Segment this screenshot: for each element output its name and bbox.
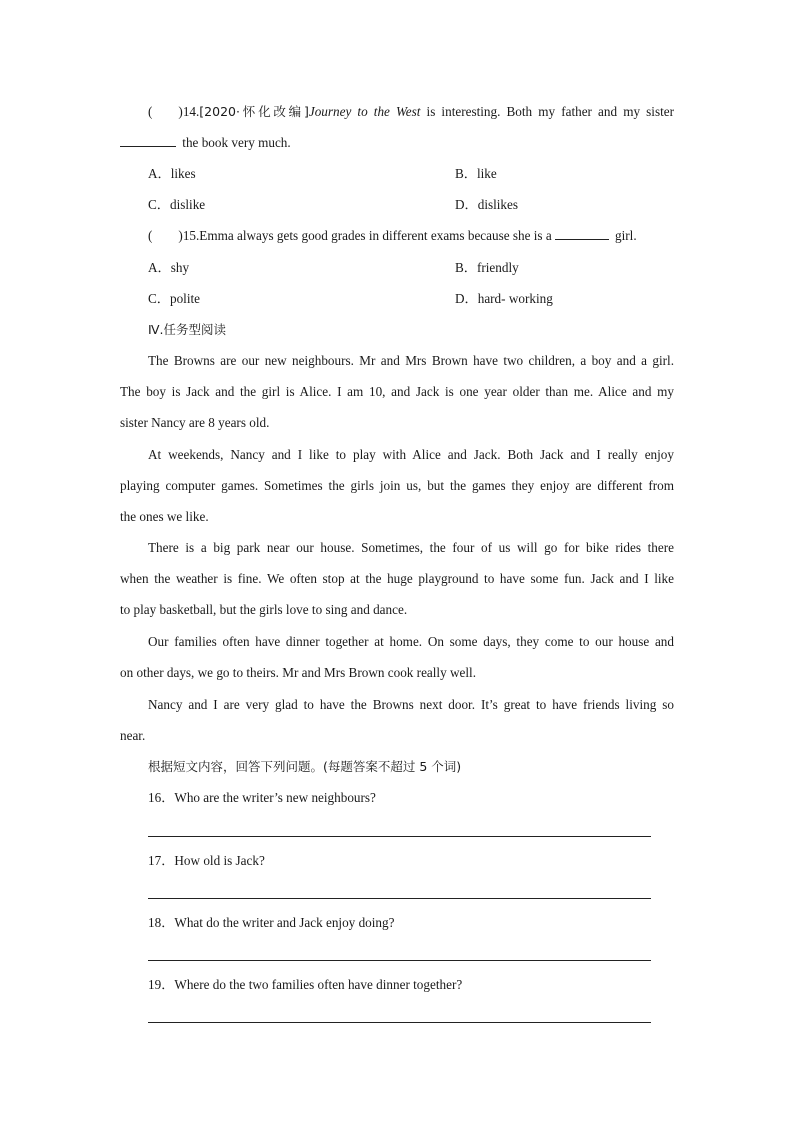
q14-open-paren: (: [148, 104, 153, 119]
passage-p3-line-2: when the weather is fine. We often stop at the huge playground to have some fun. Jack and I like: [120, 571, 674, 586]
q14-book-title: Journey to the West: [308, 104, 421, 119]
q14-option-b: B．like: [455, 166, 497, 181]
q14-option-a: A．likes: [148, 166, 196, 181]
passage-p2-line-3: the ones we like.: [120, 509, 209, 524]
instruction-limit: (每题答案不超过 5 个词): [323, 759, 462, 774]
answer-line-17[interactable]: [148, 898, 651, 899]
question-18: 18．What do the writer and Jack enjoy doing?: [148, 915, 395, 930]
q15-option-b: B．friendly: [455, 260, 519, 275]
passage-p1-line-3: sister Nancy are 8 years old.: [120, 415, 270, 430]
section-heading: Ⅳ.任务型阅读: [148, 322, 227, 337]
q14-number: 14.: [182, 104, 200, 119]
question-17: 17．How old is Jack?: [148, 853, 265, 868]
passage-p2-line-1: At weekends, Nancy and I like to play with Alice and Jack. Both Jack and I really enjoy: [148, 447, 674, 462]
q14-stem-line-2: [120, 134, 674, 152]
passage-p2-line-2: playing computer games. Sometimes the girls join us, but the games they enjoy are different from: [120, 478, 674, 493]
q14-stem-b: the book very much.: [179, 135, 291, 150]
q15-stem-b: girl.: [611, 228, 637, 243]
question-19: 19．Where do the two families often have dinner together?: [148, 977, 463, 992]
q15-option-d: D．hard- working: [455, 291, 553, 306]
q15-option-c: C．polite: [148, 291, 201, 306]
q14-stem-line-1: [148, 103, 674, 121]
q15-stem-a: 15.Emma always gets good grades in different exams because she is a: [182, 228, 552, 243]
answer-line-16[interactable]: [148, 836, 651, 837]
q14-source: [2020·怀化改编]: [199, 104, 309, 119]
reading-instruction: [148, 758, 674, 776]
answer-line-18[interactable]: [148, 960, 651, 961]
q15-option-a: A．shy: [148, 260, 190, 275]
q15-close-paren: ): [178, 228, 183, 243]
q14-blank: [120, 134, 176, 147]
passage-p1-line-2: The boy is Jack and the girl is Alice. I am 10, and Jack is one year older than me. Alice and my: [120, 384, 674, 399]
q14-option-c: C．dislike: [148, 197, 206, 212]
passage-p4-line-1: Our families often have dinner together at home. On some days, they come to our house and: [148, 634, 674, 649]
question-16: 16．Who are the writer’s new neighbours?: [148, 790, 376, 805]
passage-p5-line-2: near.: [120, 728, 146, 743]
passage-p4-line-2: on other days, we go to theirs. Mr and Mrs Brown cook really well.: [120, 665, 476, 680]
q14-option-d: D．dislikes: [455, 197, 519, 212]
q14-close-paren: ): [178, 104, 183, 119]
q15-blank: [555, 227, 609, 240]
q14-stem-a: is interesting. Both my father and my sister: [420, 104, 674, 119]
q15-stem-line: [148, 227, 674, 245]
answer-line-19[interactable]: [148, 1022, 651, 1023]
q15-open-paren: (: [148, 228, 153, 243]
passage-p3-line-1: There is a big park near our house. Sometimes, the four of us will go for bike rides there: [148, 540, 674, 555]
instruction-main: 根据短文内容，回答下列问题。: [148, 759, 324, 774]
passage-p1-line-1: The Browns are our new neighbours. Mr and Mrs Brown have two children, a boy and a girl.: [148, 353, 674, 368]
passage-p5-line-1: Nancy and I are very glad to have the Browns next door. It’s great to have friends living so: [148, 697, 674, 712]
passage-p3-line-3: to play basketball, but the girls love to sing and dance.: [120, 602, 408, 617]
